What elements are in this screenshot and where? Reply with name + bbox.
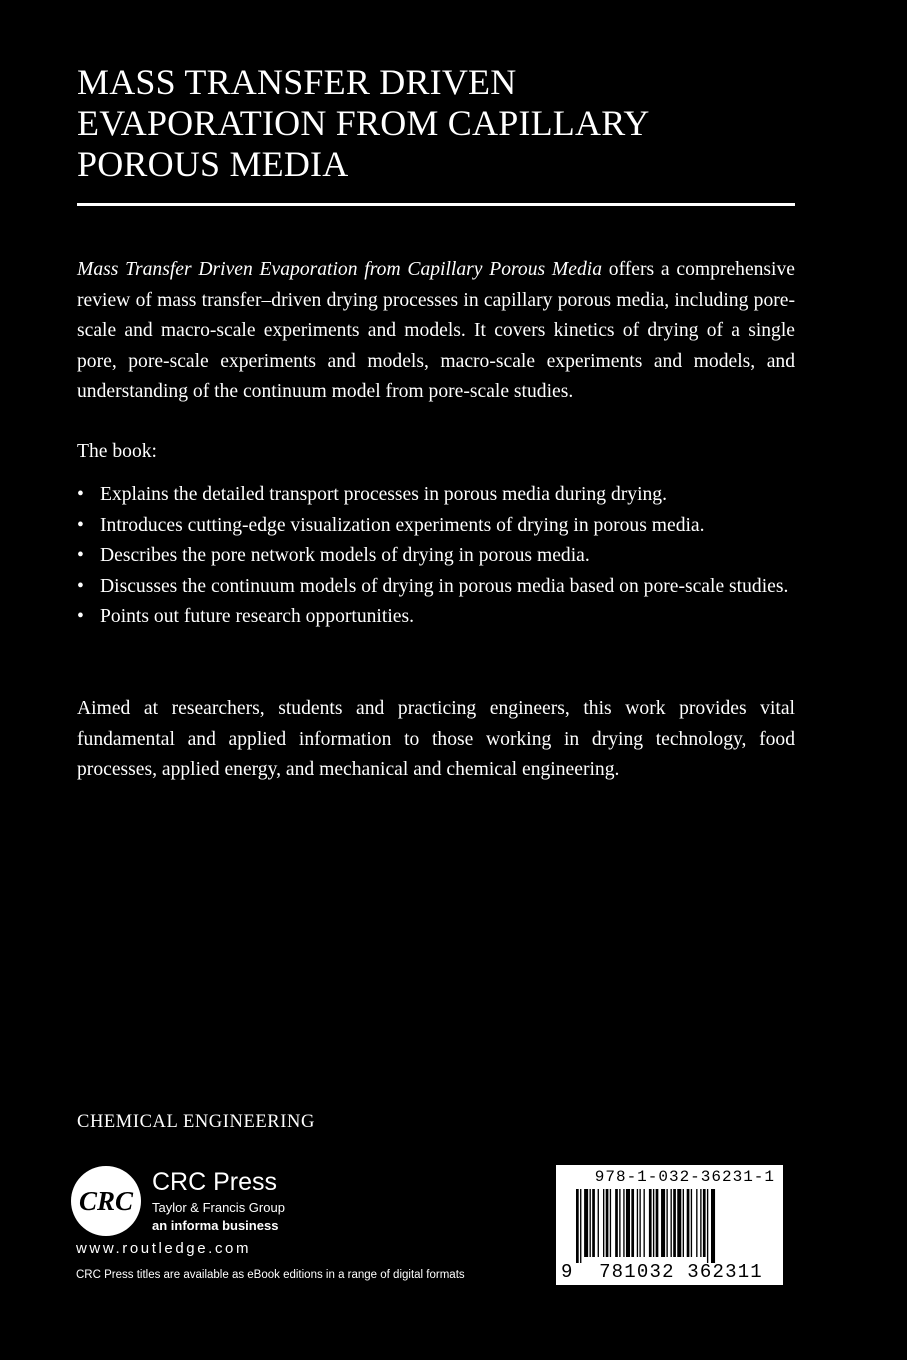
title-line-3: POROUS MEDIA — [77, 144, 349, 184]
barcode-bar — [653, 1189, 654, 1257]
publisher-informa: an informa business — [152, 1218, 279, 1233]
bullet-icon: • — [77, 606, 84, 627]
barcode-bar — [576, 1189, 579, 1263]
isbn-lead-digit: 9 — [561, 1261, 573, 1283]
list-item — [77, 541, 795, 572]
barcode-bar — [592, 1189, 595, 1257]
features-list — [77, 480, 795, 633]
title-line-1: MASS TRANSFER DRIVEN — [77, 62, 517, 102]
barcode-bar — [590, 1189, 591, 1257]
list-item-text: Discusses the continuum models of drying in porous media based on pore-scale studies. — [100, 575, 789, 597]
isbn-barcode — [556, 1165, 783, 1285]
audience-paragraph: Aimed at researchers, students and practicing engineers, this work provides vital fundamental and applied information to those working in drying technology, food processes, applied energy, and mechanical and chemical engineering. — [77, 698, 795, 780]
barcode-bar — [683, 1189, 684, 1257]
list-item-text: Describes the pore network models of drying in porous media. — [100, 545, 590, 566]
barcode-bar — [666, 1189, 667, 1257]
title-line-2: EVAPORATION FROM CAPILLARY — [77, 103, 650, 143]
publisher-block — [152, 1168, 285, 1235]
barcode-bar — [649, 1189, 652, 1257]
barcode-bar — [703, 1189, 706, 1257]
barcode-bar — [691, 1189, 692, 1257]
crc-logo-text: CRC — [78, 1186, 134, 1216]
list-item — [77, 572, 795, 603]
barcode-bar — [606, 1189, 609, 1257]
barcode-bar — [580, 1189, 581, 1263]
list-item-text: Introduces cutting-edge visualization experiments of drying in porous media. — [100, 514, 705, 536]
title-divider — [77, 203, 795, 206]
barcode-bar — [626, 1189, 630, 1257]
barcode-bar — [623, 1189, 624, 1257]
lead-in: The book: — [77, 441, 157, 462]
barcode-bar — [707, 1189, 708, 1263]
barcode-bars — [576, 1189, 766, 1263]
barcode-bar — [687, 1189, 690, 1257]
barcode-bar — [598, 1189, 599, 1257]
barcode-bar — [631, 1189, 634, 1257]
isbn-rest-digits: 781032 362311 — [599, 1261, 763, 1283]
list-item — [77, 480, 795, 511]
barcode-bar — [677, 1189, 681, 1257]
barcode-bar — [656, 1189, 659, 1257]
bullet-icon: • — [77, 514, 84, 536]
bullet-icon: • — [77, 575, 84, 597]
bullet-icon: • — [77, 484, 84, 505]
barcode-bar — [619, 1189, 620, 1257]
barcode-bar — [711, 1189, 715, 1263]
list-item-text: Points out future research opportunities. — [100, 606, 414, 627]
barcode-bar — [673, 1189, 676, 1257]
barcode-bar — [696, 1189, 697, 1257]
ebook-note: CRC Press titles are available as eBook editions in a range of digital formats — [76, 1269, 465, 1281]
list-item — [77, 511, 795, 542]
barcode-bar — [671, 1189, 672, 1257]
publisher-group: Taylor & Francis Group — [152, 1200, 285, 1215]
barcode-bar — [644, 1189, 645, 1257]
crc-logo-icon — [70, 1165, 142, 1237]
barcode-bar — [639, 1189, 640, 1257]
isbn-top-label: 978-1-032-36231-1 — [594, 1168, 775, 1186]
bullet-icon: • — [77, 545, 84, 566]
barcode-bar — [603, 1189, 604, 1257]
publisher-name: CRC Press — [152, 1168, 278, 1196]
barcode-bar — [610, 1189, 611, 1257]
list-item-text: Explains the detailed transport processes in porous media during drying. — [100, 484, 668, 505]
intro-paragraph — [77, 255, 795, 408]
subject-category: CHEMICAL ENGINEERING — [77, 1112, 315, 1132]
book-title — [77, 62, 817, 185]
barcode-bar — [661, 1189, 665, 1257]
intro-italic-title: Mass Transfer Driven Evaporation from Capillary Porous Media — [77, 259, 602, 280]
barcode-bar — [615, 1189, 618, 1257]
publisher-website[interactable]: www.routledge.com — [76, 1240, 252, 1257]
barcode-bar — [700, 1189, 701, 1257]
barcode-bar — [637, 1189, 638, 1257]
barcode-bar — [584, 1189, 588, 1257]
list-item — [77, 602, 795, 633]
intro-text: offers a comprehensive review of mass transfer–driven drying processes in capillary porous media, including pore-scale and macro-scale experiments and models. It covers kinetics of drying of a single pore, pore-scale experiments and models, macro-scale experiments and models, and understanding of the continuum model from pore-scale studies. — [77, 259, 795, 402]
